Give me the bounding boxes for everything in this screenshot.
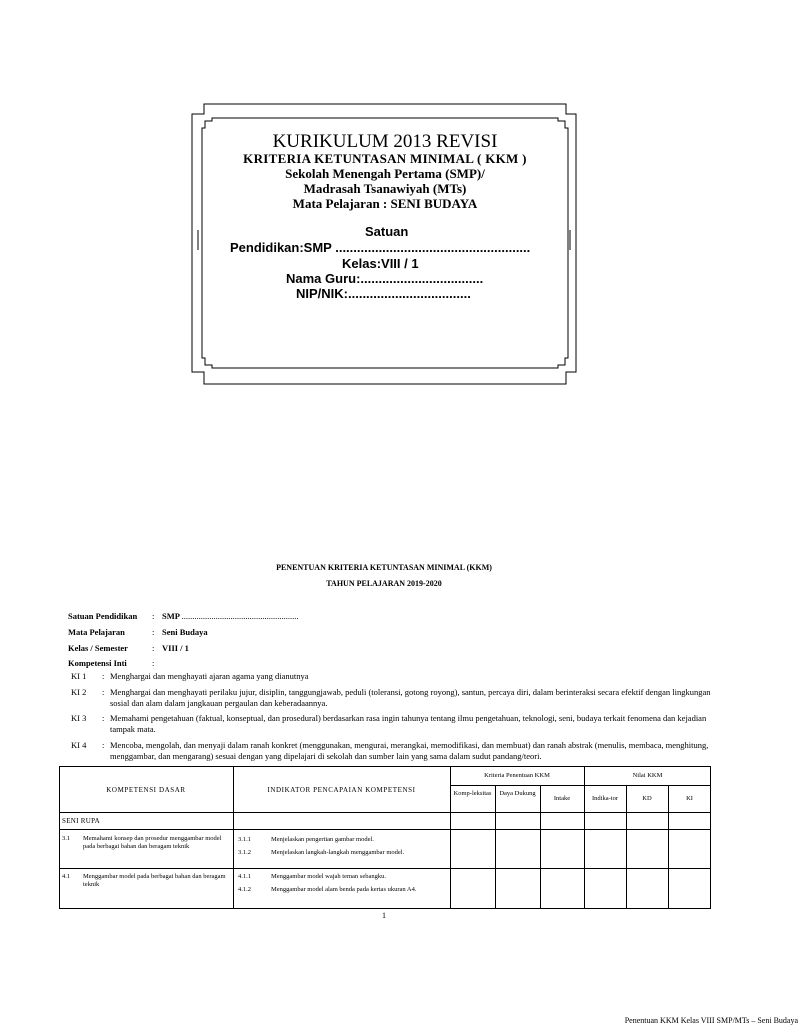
header-kompleksitas: Komp-leksitas [453, 790, 492, 797]
indicator-number: 3.1.1 [238, 836, 251, 843]
table-divider [668, 785, 669, 829]
info-label: Mata Pelajaran [68, 627, 125, 637]
kd-text: Menggambar model pada berbagai bahan dan beragam teknik [83, 873, 226, 888]
ki-code: KI 1 [71, 671, 87, 681]
cover-title: KURIKULUM 2013 REVISI [272, 131, 498, 152]
indicator-text: Menjelaskan pengertian gambar model. [271, 836, 374, 843]
cover-satuan: Satuan [365, 224, 409, 239]
cover-pendidikan: Pendidikan:SMP ...................................................... [230, 240, 531, 255]
ki-text: Memahami pengetahuan (faktual, konseptual, dan prosedural) berdasarkan rasa ingin tahunya tentang ilmu pengetahuan, teknologi, seni, budaya terkait fenomena dan kejadian tampak mata. [110, 713, 707, 734]
ki-colon: : [102, 671, 105, 681]
header-ki: KI [686, 795, 693, 802]
info-label: Satuan Pendidikan [68, 611, 138, 621]
header-indikator-nilai: Indika-tor [592, 795, 618, 802]
table-divider [626, 785, 627, 829]
info-value: SMP ....................................................... [162, 611, 299, 621]
table-divider [495, 785, 496, 829]
indicator-text: Menjelaskan langkah-langkah menggambar model. [271, 849, 405, 856]
kd-number: 4.1 [62, 873, 71, 880]
document-title: PENENTUAN KRITERIA KETUNTASAN MINIMAL (KKM) [276, 563, 492, 572]
info-colon: : [152, 643, 155, 653]
info-value: Seni Budaya [162, 627, 208, 637]
ki-colon: : [102, 740, 105, 750]
cover-subtitle: KRITERIA KETUNTASAN MINIMAL ( KKM ) [243, 151, 527, 166]
table-divider [668, 829, 669, 909]
document-year: TAHUN PELAJARAN 2019-2020 [326, 579, 442, 588]
header-indikator: INDIKATOR PENCAPAIAN KOMPETENSI [267, 786, 416, 794]
indicator-number: 4.1.1 [238, 873, 251, 880]
page-number: 1 [382, 911, 386, 920]
info-colon: : [152, 627, 155, 637]
ki-text: Mencoba, mengolah, dan menyaji dalam ranah konkret (menggunakan, mengurai, merangkai, memodifikasi, dan membuat) dan ranah abstrak (menulis, membaca, menghitung, menggambar, dan mengarang) sesuai dengan yang dipelajari di sekolah dan sumber lain yang sama dalam sudut pandang/teori. [110, 740, 709, 761]
header-daya-dukung: Daya Dukung [499, 790, 536, 797]
table-divider [626, 829, 627, 909]
ki-text: Menghargai dan menghayati ajaran agama yang dianutnya [110, 671, 309, 681]
ki-code: KI 4 [71, 740, 87, 750]
info-row-kelas [0, 643, 768, 655]
ki-colon: : [102, 713, 105, 723]
info-label: Kelas / Semester [68, 643, 128, 653]
info-row-mapel [0, 627, 768, 639]
table-divider [450, 785, 711, 786]
table-divider [59, 868, 711, 869]
ki-text: Menghargai dan menghayati perilaku jujur, disiplin, tanggungjawab, peduli (toleransi, gotong royong), santun, percaya diri, dalam berinteraksi secara efektif dengan lingkungan sosial dan alam dalam jangkauan pergaulan dan keberadaannya. [110, 687, 711, 708]
ki-colon: : [102, 687, 105, 697]
table-divider [584, 766, 585, 909]
cover-subject: Mata Pelajaran : SENI BUDAYA [292, 196, 478, 211]
table-divider [450, 766, 451, 909]
info-row-satuan [0, 611, 768, 623]
table-divider [59, 812, 711, 813]
table-divider [540, 785, 541, 829]
info-colon: : [152, 658, 155, 668]
cover-madrasah: Madrasah Tsanawiyah (MTs) [303, 181, 467, 196]
cover-guru: Nama Guru:.................................. [286, 271, 484, 286]
cover-nip: NIP/NIK:.................................. [296, 286, 471, 301]
indicator-number: 3.1.2 [238, 849, 251, 856]
info-colon: : [152, 611, 155, 621]
cover-kelas: Kelas:VIII / 1 [342, 256, 419, 271]
page-footer: Penentuan KKM Kelas VIII SMP/MTs – Seni Budaya [624, 1016, 798, 1025]
header-nilai: Nilai KKM [632, 772, 663, 779]
section-label: SENI RUPA [62, 817, 101, 825]
table-divider [59, 829, 711, 830]
header-intake: Intake [553, 795, 571, 802]
info-label: Kompetensi Inti [68, 658, 127, 668]
indicator-text: Menggambar model alam benda pada kertas ukuran A4. [271, 886, 417, 893]
header-kriteria: Kriteria Penentuan KKM [484, 772, 550, 779]
info-value: VIII / 1 [162, 643, 189, 653]
cover-school-type: Sekolah Menengah Pertama (SMP)/ [285, 166, 485, 181]
kd-number: 3.1 [62, 835, 71, 842]
table-divider [495, 829, 496, 909]
ki-code: KI 2 [71, 687, 87, 697]
info-row-ki [0, 658, 768, 670]
ki-code: KI 3 [71, 713, 87, 723]
kd-text: Memahami konsep dan prosedur menggambar model pada berbagai bahan dan beragam teknik [83, 835, 222, 850]
indicator-text: Menggambar model wajah teman sebangku. [271, 873, 386, 880]
header-kd: KD [642, 795, 652, 802]
indicator-number: 4.1.2 [238, 886, 251, 893]
table-divider [540, 829, 541, 909]
header-kompetensi-dasar: KOMPETENSI DASAR [106, 786, 186, 794]
